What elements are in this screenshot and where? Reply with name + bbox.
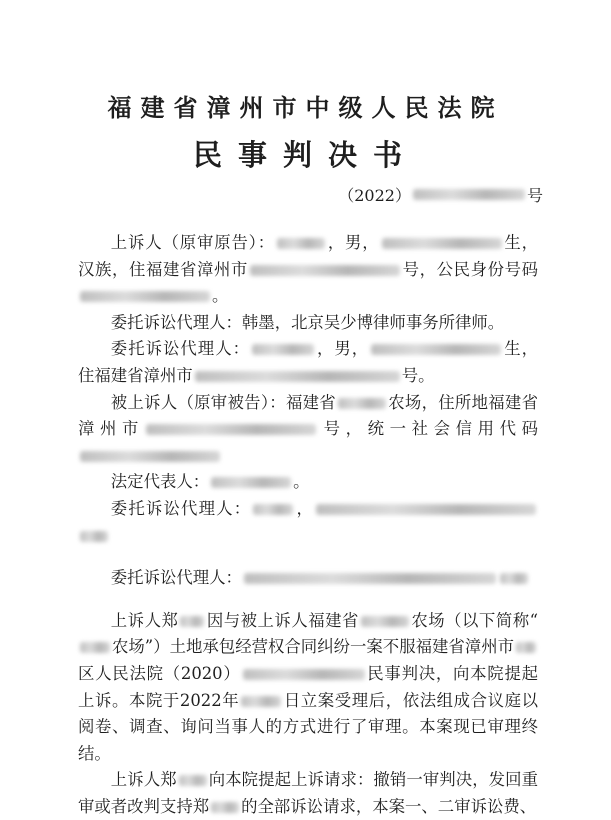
document-title: 民事判决书	[192, 138, 418, 172]
redacted-name	[211, 802, 239, 813]
redacted-district	[516, 642, 536, 653]
redacted-name	[252, 344, 314, 355]
agent3-paragraph	[78, 496, 538, 549]
appellant-end: 。	[212, 286, 229, 306]
appellee-paragraph	[78, 390, 538, 470]
appeal-request-text: 上诉人郑	[110, 770, 177, 790]
appellee-address-label: 农场，住所地福建省漳州市	[78, 392, 538, 439]
appellant-ethnicity-address: 生，汉族，住福建省漳州市	[78, 233, 539, 279]
redacted-name	[253, 504, 293, 515]
case-number-prefix: （2022）	[338, 186, 411, 205]
redacted-affiliation	[500, 573, 528, 584]
appeal-request-text: 的全部诉讼请求，本案一、二审诉讼费、	[241, 796, 537, 816]
agent3-comma: ，	[295, 498, 315, 518]
appellant-paragraph	[78, 230, 538, 310]
redacted-farm-short	[80, 642, 110, 653]
redacted-address	[250, 265, 400, 276]
redacted-birthdate	[371, 344, 501, 355]
legal-rep-end: 。	[293, 472, 310, 492]
redacted-address	[195, 371, 400, 382]
agent4-paragraph	[78, 565, 538, 592]
appeal-request-text: 向本院提起上诉请求：撤销一审判决，发回重审或者改判支持郑	[78, 770, 539, 816]
court-name: 福建省漳州市中级人民法院	[107, 93, 504, 122]
agent2-label: 委托诉讼代理人：	[110, 339, 250, 359]
appellee-label: 被上诉人（原审被告）：福建省	[110, 392, 336, 412]
agent4-label: 委托诉讼代理人：	[110, 568, 242, 588]
redacted-birthdate	[382, 238, 502, 249]
case-number	[338, 183, 543, 206]
case-intro-paragraph	[78, 608, 538, 768]
case-intro-text: 区人民法院（2020）	[78, 663, 241, 683]
case-intro-text: 日立案受理后，依法组成合议庭以阅卷、调查、询问当事人的方式进行了审理。本案现已审理终结。	[78, 690, 539, 763]
redacted-affiliation	[316, 504, 536, 515]
case-intro-text: 农场”）土地承包经营权合同纠纷一案不服福建省漳州市	[112, 637, 514, 657]
agent2-address-label: 生，住福建省漳州市	[78, 339, 539, 385]
redacted-name	[180, 616, 204, 627]
redacted-case-number	[243, 669, 365, 680]
redacted-case-number	[413, 189, 525, 200]
agent2-paragraph	[78, 336, 538, 389]
redacted-date	[241, 696, 281, 707]
redacted-id-number	[80, 291, 210, 302]
legal-rep-label: 法定代表人：	[110, 472, 210, 492]
redacted-affiliation	[80, 531, 108, 542]
redacted-farm-name	[338, 398, 386, 409]
redacted-name	[211, 477, 291, 488]
redacted-name	[179, 775, 207, 786]
agent1-paragraph: 委托诉讼代理人：韩墨，北京吴少博律师事务所律师。	[110, 312, 505, 332]
appellant-id-label: 号，公民身份号码	[402, 259, 538, 279]
case-number-suffix: 号	[526, 186, 543, 205]
appellant-gender: ，男，	[326, 233, 380, 252]
agent2-end: 号。	[401, 365, 435, 385]
appellee-credit-code-label: 号，统一社会信用代码	[318, 419, 538, 439]
redacted-address	[146, 424, 316, 435]
redacted-name	[277, 238, 325, 249]
agent2-gender: ，男，	[316, 339, 370, 359]
document-body	[78, 230, 538, 820]
appellant-label: 上诉人（原审原告）：	[110, 233, 275, 252]
redacted-name-affiliation	[244, 573, 496, 584]
case-intro-text: 因与被上诉人福建省	[206, 610, 359, 630]
redacted-farm-name	[361, 616, 409, 627]
case-intro-text: 农场（以下简称“	[410, 610, 538, 630]
redacted-credit-code	[80, 451, 220, 462]
legal-rep-paragraph	[78, 469, 538, 496]
case-intro-text: 民事判决，向本院提起上诉。本院于2022年	[78, 663, 538, 710]
agent3-label: 委托诉讼代理人：	[110, 498, 252, 518]
appeal-request-paragraph	[78, 767, 538, 820]
case-intro-text: 上诉人郑	[110, 610, 179, 630]
